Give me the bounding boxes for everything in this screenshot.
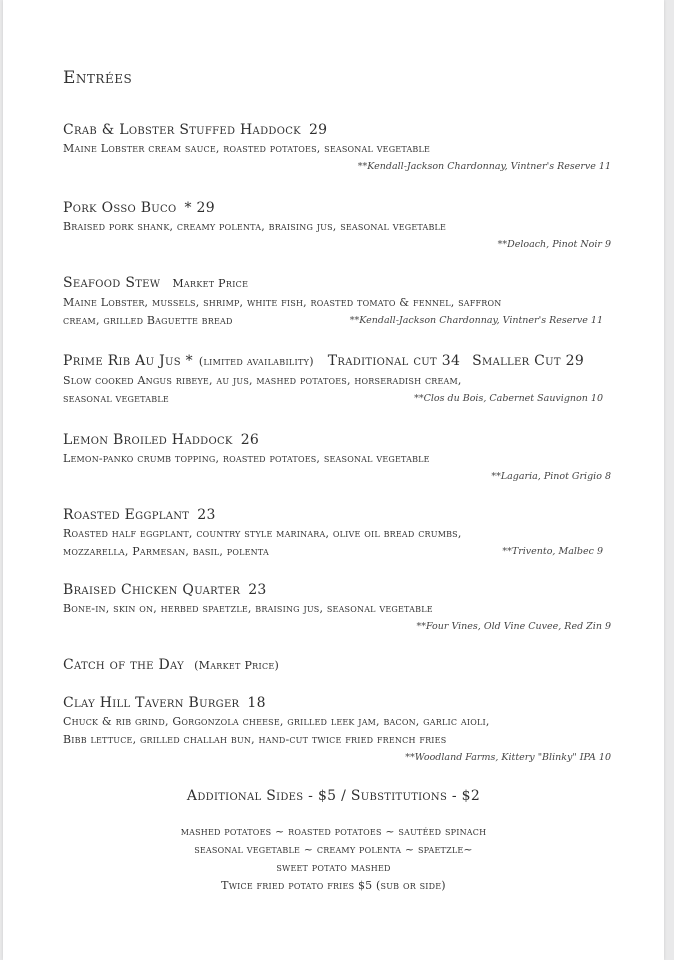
item-name: Seafood Stew (63, 275, 161, 291)
wine-pairing: **Lagaria, Pinot Grigio 8 (491, 471, 611, 482)
wine-pairing: **Kendall-Jackson Chardonnay, Vintner's Reserve 11 (349, 315, 603, 326)
menu-item (63, 273, 623, 330)
item-name: Roasted Eggplant (63, 507, 190, 523)
section-heading: Entrées (63, 68, 133, 88)
item-description: Roasted half eggplant, country style marinara, olive oil bread crumbs, (63, 527, 462, 540)
menu-item (63, 655, 623, 676)
menu-item (63, 351, 643, 408)
wine-pairing: **Clos du Bois, Cabernet Sauvignon 10 (414, 393, 603, 404)
wine-pairing: **Deloach, Pinot Noir 9 (497, 239, 611, 250)
item-name: Catch of the Day (63, 657, 185, 673)
sides-title: Additional Sides - $5 / Substitutions - $2 (186, 788, 481, 804)
item-description: Chuck & rib grind, Gorgonzola cheese, grilled leek jam, bacon, garlic aioli, (63, 715, 490, 728)
item-description: Maine Lobster cream sauce, roasted potatoes, seasonal vegetable (63, 142, 431, 155)
item-price: 18 (247, 695, 266, 711)
item-description: seasonal vegetable (63, 392, 169, 405)
menu-item (63, 430, 623, 486)
item-description: Bibb lettuce, grilled challah bun, hand-cut twice fried french fries (63, 733, 447, 746)
item-name: Clay Hill Tavern Burger (63, 695, 240, 711)
item-price: (Market Price) (194, 659, 280, 672)
menu-item (63, 120, 623, 176)
sides-line: mashed potatoes ~ roasted potatoes ~ sautéed spinach (180, 825, 487, 838)
item-name: Braised Chicken Quarter (63, 582, 241, 598)
menu-item (63, 693, 623, 767)
item-description: mozzarella, Parmesan, basil, polenta (63, 545, 269, 558)
menu-page (3, 0, 664, 960)
wine-pairing: **Trivento, Malbec 9 (502, 546, 603, 557)
item-name: Pork Osso Buco (63, 200, 177, 216)
item-name: Prime Rib Au Jus * (63, 353, 193, 369)
item-name: Crab & Lobster Stuffed Haddock (63, 122, 301, 138)
wine-pairing: **Kendall-Jackson Chardonnay, Vintner's Reserve 11 (357, 161, 611, 172)
menu-item (63, 505, 623, 561)
item-name: Lemon Broiled Haddock (63, 432, 233, 448)
wine-pairing: **Four Vines, Old Vine Cuvee, Red Zin 9 (416, 621, 611, 632)
sides-line: seasonal vegetable ~ creamy polenta ~ spaetzle~ (194, 843, 473, 856)
item-description: cream, grilled Baguette bread (63, 314, 233, 327)
item-description: Lemon-panko crumb topping, roasted potatoes, seasonal vegetable (63, 452, 430, 465)
item-description: Slow cooked Angus ribeye, au jus, mashed potatoes, horseradish cream, (63, 374, 462, 387)
item-price: 23 (248, 582, 267, 598)
item-price: * 29 (184, 200, 215, 216)
wine-pairing: **Woodland Farms, Kittery "Blinky" IPA 10 (405, 752, 611, 763)
item-note: (limited availability) (198, 355, 314, 368)
sides-line: Twice fried potato fries $5 (sub or side) (221, 879, 446, 892)
sides-line: sweet potato mashed (276, 861, 391, 874)
menu-item (63, 198, 623, 254)
menu-item (63, 580, 623, 636)
item-price: 26 (240, 432, 260, 448)
item-description: Maine Lobster, mussels, shrimp, white fish, roasted tomato & fennel, saffron (63, 296, 502, 309)
item-price: 23 (197, 507, 216, 523)
item-description: Braised pork shank, creamy polenta, braising jus, seasonal vegetable (63, 220, 447, 233)
item-option: Traditional cut 34 (327, 353, 461, 369)
item-description: Bone-in, skin on, herbed spaetzle, braising jus, seasonal vegetable (63, 602, 433, 615)
item-price: Market Price (172, 277, 249, 290)
sides-list (3, 823, 664, 895)
item-option: Smaller Cut 29 (472, 353, 585, 369)
item-price: 29 (308, 122, 328, 138)
